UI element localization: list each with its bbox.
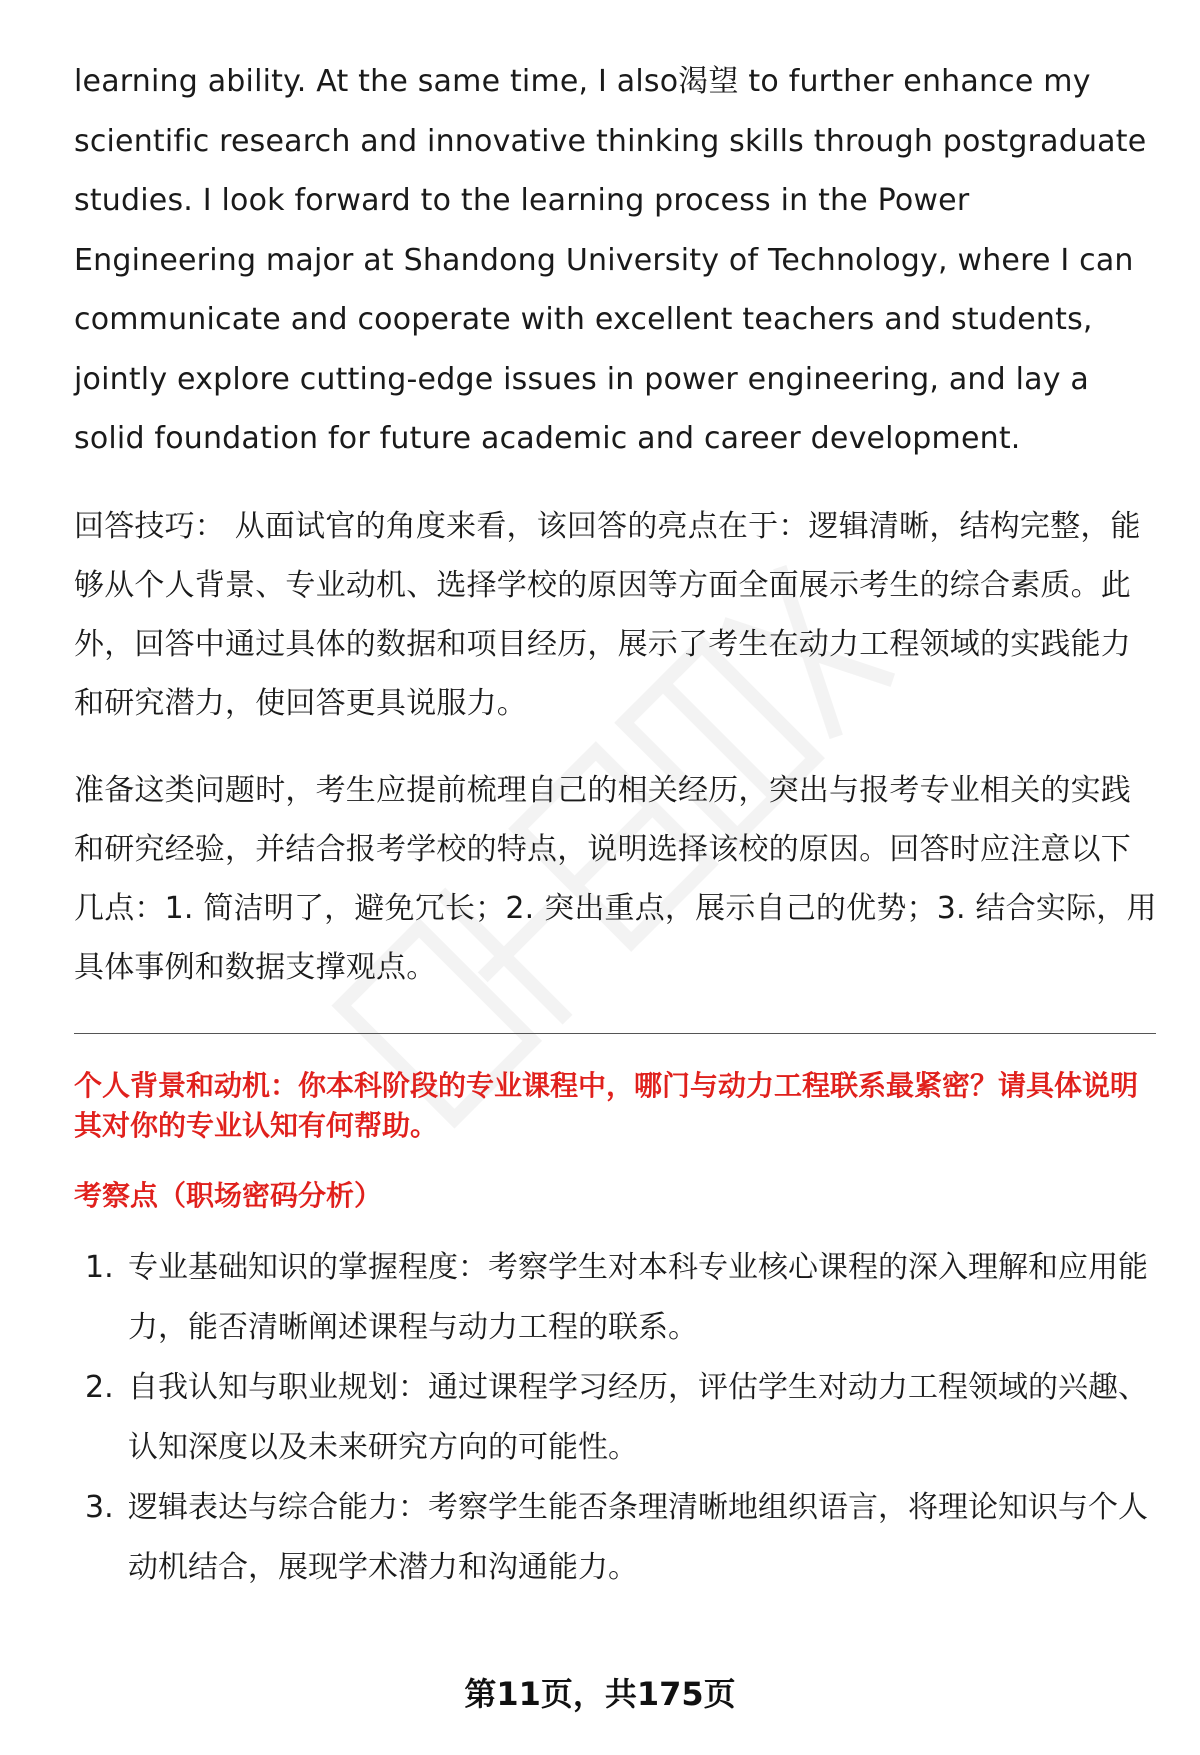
- list-item-number: 1.: [85, 1249, 114, 1285]
- assessment-points-heading: 考察点（职场密码分析）: [74, 1178, 383, 1212]
- question-heading: 个人背景和动机：你本科阶段的专业课程中，哪门与动力工程联系最紧密？请具体说明其对你的专业认知有何帮助。: [74, 1068, 1139, 1142]
- assessment-points-list: [74, 1238, 1160, 1598]
- preparation-paragraph: 准备这类问题时，考生应提前梳理自己的相关经历，突出与报考专业相关的实践和研究经验，并结合报考学校的特点，说明选择该校的原因。回答时应注意以下几点：1. 简洁明了，避免冗长；2. 突出重点，展示自己的优势；3. 结合实际，用具体事例和数据支撑观点。: [74, 772, 1157, 985]
- document-page: [74, 52, 1160, 1598]
- list-item: [74, 1478, 1160, 1598]
- list-item-text: 专业基础知识的掌握程度：考察学生对本科专业核心课程的深入理解和应用能力，能否清晰阐述课程与动力工程的联系。: [128, 1249, 1148, 1345]
- section-divider: [74, 1033, 1156, 1034]
- list-item-text: 自我认知与职业规划：通过课程学习经历，评估学生对动力工程领域的兴趣、认知深度以及未来研究方向的可能性。: [128, 1369, 1148, 1465]
- list-item-number: 2.: [85, 1369, 114, 1405]
- page-number-footer: 第11页，共175页: [464, 1675, 736, 1713]
- list-item: [74, 1238, 1160, 1358]
- list-item: [74, 1358, 1160, 1478]
- list-item-number: 3.: [85, 1489, 114, 1525]
- answer-tip-paragraph: 回答技巧： 从面试官的角度来看，该回答的亮点在于：逻辑清晰，结构完整，能够从个人背景、专业动机、选择学校的原因等方面全面展示考生的综合素质。此外，回答中通过具体的数据和项目经历，展示了考生在动力工程领域的实践能力和研究潜力，使回答更具说服力。: [74, 508, 1141, 721]
- intro-paragraph: learning ability. At the same time, I also渴望 to further enhance my scientific research and innovative thinking skills through postgraduate studies. I look forward to the learning process in the Power Engineering major at Shandong University of Technology, where I can communicate and cooperate with excellent teachers and students, jointly explore cutting-edge issues in power engineering, and lay a solid foundation for future academic and career development.: [74, 64, 1147, 456]
- list-item-text: 逻辑表达与综合能力：考察学生能否条理清晰地组织语言，将理论知识与个人动机结合，展现学术潜力和沟通能力。: [128, 1489, 1148, 1585]
